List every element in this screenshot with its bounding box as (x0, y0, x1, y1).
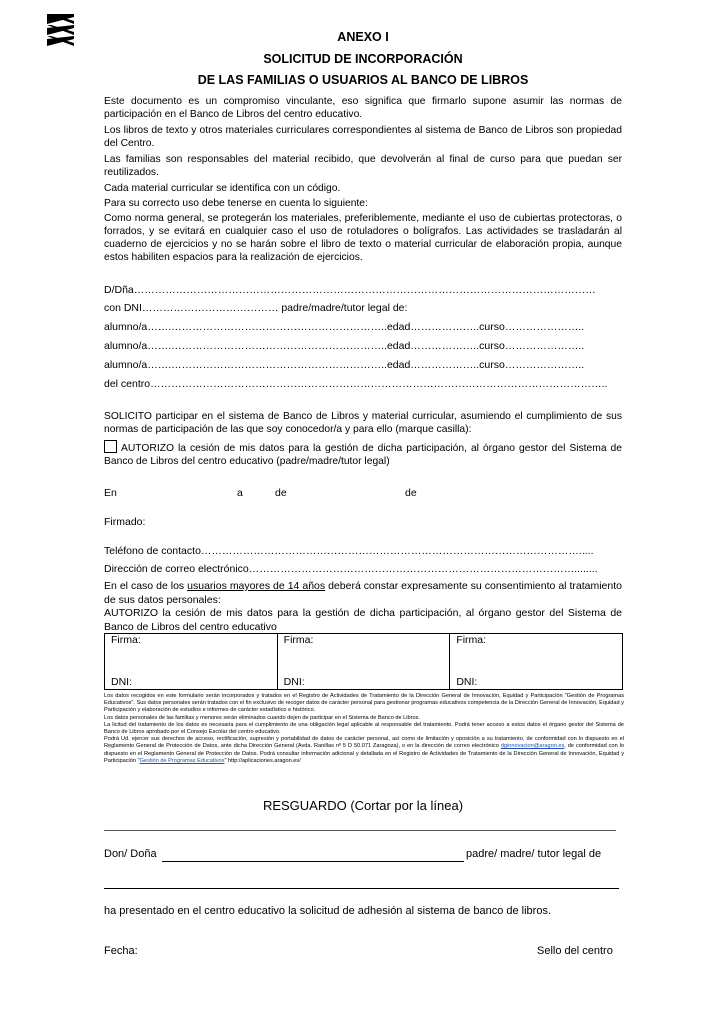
form-subtitle: DE LAS FAMILIAS O USUARIOS AL BANCO DE LIBROS (197, 73, 529, 87)
legal-paragraph: La licitud del tratamiento de los datos es necesaria para el cumplimiento de una obligación legal aplicable al responsable del tratamiento. Podrá tener acceso a estos datos el órgano gestor del Sistema de Banco de Libros aprobado por el Consejo Escolar del centro educativo. (104, 721, 624, 736)
date-de-label: de (405, 487, 417, 499)
consent-checkbox[interactable] (104, 440, 117, 453)
firma-label: Firma: (111, 634, 141, 646)
legal-paragraph: Los datos recogidos en este formulario serán incorporados y tratados en el Registro de Actividades de Tratamiento de la Dirección General de Innovación, Equidad y Participación "Gestión de Programas Educativos". Sus datos personales serán tratados con el fin exclusivo de recoger datos de carácter personal para gestionar programas educativos competencia de la Dirección General de Innovación, Equidad y Participación y elaboración de estudios e informes de carácter estadístico e histórico. (104, 693, 624, 714)
date-a-label: a (237, 487, 243, 499)
email-field[interactable]: Dirección de correo electrónico…………………………………………………………………………………........ (104, 563, 598, 575)
autorizo-text: AUTORIZO la cesión de mis datos para la gestión de dicha participación, al órgano gestor del Sistema de Banco de Libros del centro educativo (padre/madre/tutor legal) (104, 443, 622, 467)
annex-title: ANEXO I (337, 30, 389, 44)
signature-cell[interactable] (105, 634, 278, 690)
dni-label: DNI: (456, 676, 478, 688)
date-de-label: de (275, 487, 287, 499)
intro-paragraph: Como norma general, se protegerán los materiales, preferiblemente, mediante el uso de cubiertas protectoras, o forrados, y se evitará en cualquier caso el uso de rotuladores o bolígrafos. Las actividades se trasladarán al cuaderno de ejercicios y no se harán sobre el libro de texto o material curricular de elaboración propia, aunque estos habiliten espacios para la realización de ejercicios. (104, 213, 622, 263)
solicito-paragraph: SOLICITO participar en el sistema de Banco de Libros y material curricular, asumiendo el cumplimiento de sus normas de participación de las que soy conocedor/a y para ello (marque casilla): (104, 411, 622, 435)
intro-paragraph: Este documento es un compromiso vinculante, eso significa que firmarlo supone asumir las normas de participación en el Banco de Libros del centro educativo. (104, 96, 622, 120)
parent-label: padre/ madre/ tutor legal de (466, 848, 602, 860)
student-field[interactable]: alumno/a…….……………………………………………………..edad………………..curso………………….. (104, 340, 585, 352)
fecha-label: Fecha: (104, 945, 138, 957)
intro-paragraph: Los libros de texto y otros materiales curriculares correspondientes al sistema de Banco de Libros son propiedad del Centro. (104, 125, 622, 149)
intro-paragraph: Las familias son responsables del material recibido, que devolverán al final de curso para que puedan ser reutilizados. (104, 154, 622, 178)
name-underline[interactable] (162, 861, 464, 862)
dni-label: DNI: (111, 676, 132, 688)
signature-cell[interactable] (450, 634, 623, 690)
student-underline[interactable] (104, 888, 619, 889)
autorizo-mayores-paragraph: AUTORIZO la cesión de mis datos para la gestión de dicha participación, al órgano gestor del Sistema de Banco de Libros del centro educativo (104, 607, 622, 633)
phone-field[interactable]: Teléfono de contacto………………………………………………………………………………………………..... (104, 545, 594, 557)
student-field[interactable]: alumno/a…….……………………………………………………..edad………………..curso………………….. (104, 359, 585, 371)
mayores-underlined: usuarios mayores de 14 años (187, 580, 326, 592)
student-field[interactable]: alumno/a…….……………………………………………………..edad………………..curso………………….. (104, 321, 585, 333)
legal-paragraph: Podrá Ud. ejercer sus derechos de acceso, rectificación, supresión y portabilidad de datos de carácter personal, así como de limitación y oposición a su tratamiento, de conformidad con lo dispuesto en el Reglamento General de Protección de Datos, ante dicha Dirección General (Avda. Ranillas nº 5 D 50.071 Zaragoza), o en la dirección de correo electrónico dginnovacion@aragon.es, de conformidad con lo dispuesto en el Reglamento General de Protección de Datos. Podrá consultar información adicional y detallada en el Registro de Actividades de Tratamiento de la Dirección General de Innovación, Equidad y Participación "Gestión de Programas Educativos" http://aplicaciones.aragon.es/ (104, 736, 624, 764)
place-label: En (104, 487, 117, 499)
dni-label: DNI: (283, 676, 305, 688)
legal-paragraph: Los datos personales de las familias y menores serán eliminados cuando dejen de participar en el Sistema de Banco de Libros. (104, 714, 420, 721)
email-link[interactable]: dginnovacion@aragon.es (500, 743, 565, 750)
intro-paragraph: Cada material curricular se identifica con un código. (104, 183, 341, 194)
school-stamp-label: Sello del centro (537, 945, 613, 957)
autorizo-consent (104, 440, 622, 468)
resguardo-title: RESGUARDO (Cortar por la línea) (262, 798, 464, 813)
dni-field[interactable]: con DNI………………………………… padre/madre/tutor legal de: (104, 302, 408, 314)
name-field[interactable]: D/Dña…………………………………………………………………………………………………………………… (104, 284, 596, 296)
signature-cell[interactable] (277, 634, 450, 690)
cut-line (104, 830, 616, 831)
mayores-paragraph: En el caso de los usuarios mayores de 14 años deberá constar expresamente su consentimiento al tratamiento de sus datos personales: (104, 580, 622, 606)
legal-notice (104, 693, 624, 765)
don-dona-label: Don/ Doña (104, 848, 157, 860)
form-title: SOLICITUD DE INCORPORACIÓN (263, 52, 463, 66)
aragon-logo-icon (46, 12, 76, 46)
school-field[interactable]: del centro………………………………………………………………………………………………………………….. (104, 378, 608, 390)
firma-label: Firma: (456, 634, 487, 646)
programs-link[interactable]: Gestión de Programas Educativos (139, 757, 225, 764)
signatures-table (104, 633, 623, 690)
firma-label: Firma: (283, 634, 314, 646)
intro-paragraph: Para su correcto uso debe tenerse en cuenta lo siguiente: (104, 198, 368, 209)
presentado-text: ha presentado en el centro educativo la solicitud de adhesión al sistema de banco de libros. (104, 905, 552, 917)
firmado-label: Firmado: (104, 516, 146, 528)
